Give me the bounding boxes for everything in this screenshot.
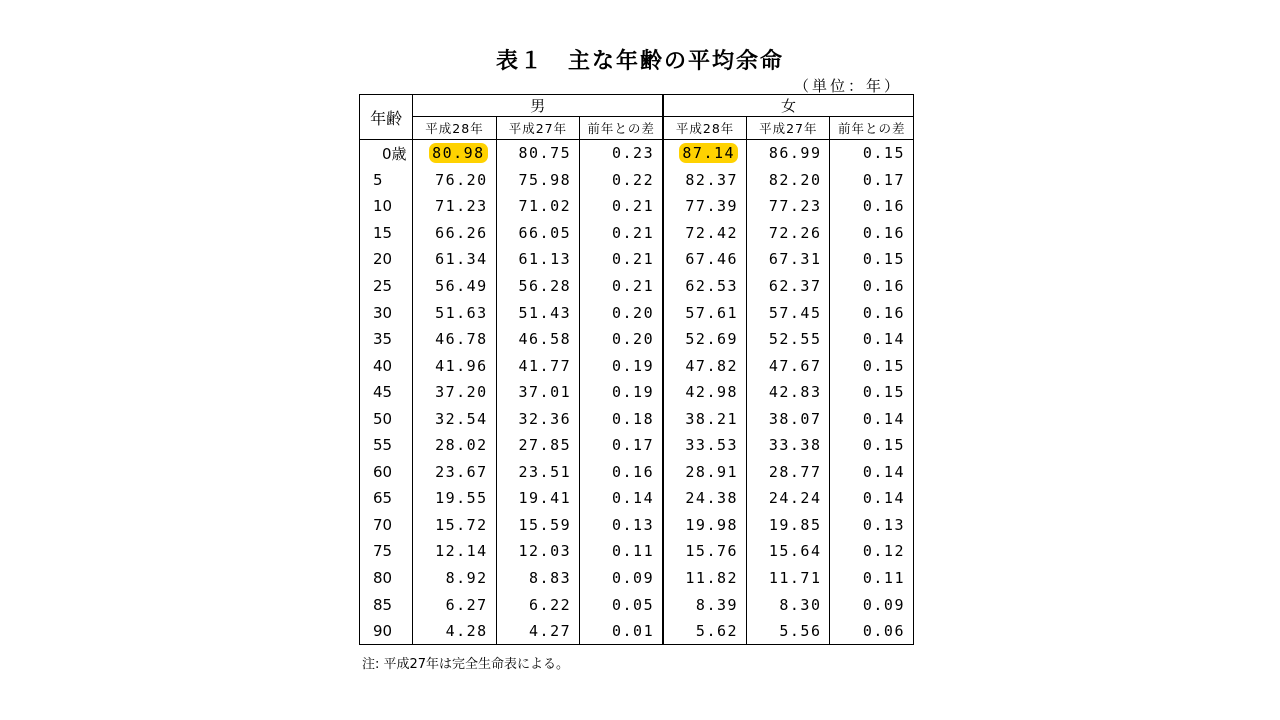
highlight-value: 80.98 <box>429 143 488 163</box>
value-cell-md: 0.01 <box>580 618 663 645</box>
value-cell-f28: 67.46 <box>663 246 746 273</box>
value-cell-md: 0.18 <box>580 405 663 432</box>
value-cell-fd: 0.13 <box>830 512 914 539</box>
value-cell-f28: 62.53 <box>663 273 746 300</box>
value-cell-m28: 6.27 <box>413 591 496 618</box>
value-cell-fd: 0.11 <box>830 565 914 592</box>
value-cell-f28: 42.98 <box>663 379 746 406</box>
table-row <box>360 459 914 486</box>
age-cell: 80 <box>360 565 413 592</box>
value-cell-m28: 71.23 <box>413 193 496 220</box>
value-cell-md: 0.09 <box>580 565 663 592</box>
value-cell-f28: 15.76 <box>663 538 746 565</box>
value-cell-md: 0.23 <box>580 140 663 167</box>
value-cell-f28: 38.21 <box>663 405 746 432</box>
value-cell-m28 <box>413 140 496 167</box>
value-cell-m27: 23.51 <box>496 459 579 486</box>
value-cell-m28: 28.02 <box>413 432 496 459</box>
age-cell: 65 <box>360 485 413 512</box>
value-cell-md: 0.21 <box>580 193 663 220</box>
value-cell-f27: 52.55 <box>747 326 830 353</box>
value-cell-m28: 41.96 <box>413 352 496 379</box>
value-cell-f27: 33.38 <box>747 432 830 459</box>
value-cell-f27: 57.45 <box>747 299 830 326</box>
value-cell-f27: 67.31 <box>747 246 830 273</box>
value-cell-m27: 37.01 <box>496 379 579 406</box>
table-row <box>360 193 914 220</box>
value-cell-fd: 0.14 <box>830 459 914 486</box>
value-cell-fd: 0.14 <box>830 326 914 353</box>
value-cell-f28: 8.39 <box>663 591 746 618</box>
value-cell-f28: 24.38 <box>663 485 746 512</box>
value-cell-f27: 5.56 <box>747 618 830 645</box>
header-male-h28: 平成28年 <box>413 117 496 140</box>
value-cell-fd: 0.15 <box>830 352 914 379</box>
table-row <box>360 379 914 406</box>
value-cell-m27: 71.02 <box>496 193 579 220</box>
value-cell-f27: 47.67 <box>747 352 830 379</box>
value-cell-fd: 0.15 <box>830 246 914 273</box>
value-cell-f28: 28.91 <box>663 459 746 486</box>
table-row <box>360 512 914 539</box>
age-cell: 75 <box>360 538 413 565</box>
age-cell: 5 <box>360 167 413 194</box>
value-cell-f27: 42.83 <box>747 379 830 406</box>
value-cell-f28: 19.98 <box>663 512 746 539</box>
value-cell-m28: 61.34 <box>413 246 496 273</box>
value-cell-f27: 77.23 <box>747 193 830 220</box>
footnote: 注: 平成27年は完全生命表による。 <box>362 657 570 672</box>
header-male-diff: 前年との差 <box>580 117 663 140</box>
value-cell-f28: 72.42 <box>663 220 746 247</box>
life-expectancy-table <box>359 94 914 645</box>
header-female-h27: 平成27年 <box>747 117 830 140</box>
value-cell-md: 0.19 <box>580 379 663 406</box>
value-cell-m28: 19.55 <box>413 485 496 512</box>
table-row <box>360 591 914 618</box>
value-cell-f28: 47.82 <box>663 352 746 379</box>
value-cell-m27: 66.05 <box>496 220 579 247</box>
age-cell: 35 <box>360 326 413 353</box>
value-cell-md: 0.14 <box>580 485 663 512</box>
table-row <box>360 220 914 247</box>
value-cell-m27: 4.27 <box>496 618 579 645</box>
age-cell: 85 <box>360 591 413 618</box>
table-row <box>360 432 914 459</box>
table-row <box>360 538 914 565</box>
value-cell-f27: 11.71 <box>747 565 830 592</box>
value-cell-m27: 61.13 <box>496 246 579 273</box>
age-cell: 45 <box>360 379 413 406</box>
value-cell-m27: 19.41 <box>496 485 579 512</box>
table-row <box>360 352 914 379</box>
value-cell-fd: 0.15 <box>830 432 914 459</box>
value-cell-fd: 0.16 <box>830 193 914 220</box>
value-cell-m27: 80.75 <box>496 140 579 167</box>
value-cell-f28: 33.53 <box>663 432 746 459</box>
value-cell-m27: 27.85 <box>496 432 579 459</box>
value-cell-fd: 0.16 <box>830 220 914 247</box>
value-cell-m28: 4.28 <box>413 618 496 645</box>
value-cell-f27: 15.64 <box>747 538 830 565</box>
value-cell-fd: 0.06 <box>830 618 914 645</box>
value-cell-m27: 8.83 <box>496 565 579 592</box>
value-cell-md: 0.13 <box>580 512 663 539</box>
age-cell: 30 <box>360 299 413 326</box>
value-cell-m27: 51.43 <box>496 299 579 326</box>
value-cell-md: 0.16 <box>580 459 663 486</box>
value-cell-fd: 0.15 <box>830 140 914 167</box>
value-cell-m28: 51.63 <box>413 299 496 326</box>
value-cell-f28 <box>663 140 746 167</box>
value-cell-f28: 57.61 <box>663 299 746 326</box>
value-cell-md: 0.20 <box>580 326 663 353</box>
value-cell-md: 0.05 <box>580 591 663 618</box>
value-cell-f28: 82.37 <box>663 167 746 194</box>
value-cell-m28: 15.72 <box>413 512 496 539</box>
value-cell-fd: 0.16 <box>830 299 914 326</box>
age-cell: 10 <box>360 193 413 220</box>
table-row <box>360 273 914 300</box>
value-cell-md: 0.20 <box>580 299 663 326</box>
value-cell-md: 0.21 <box>580 220 663 247</box>
value-cell-m28: 46.78 <box>413 326 496 353</box>
value-cell-md: 0.11 <box>580 538 663 565</box>
age-cell: 15 <box>360 220 413 247</box>
table-row <box>360 326 914 353</box>
age-cell: 55 <box>360 432 413 459</box>
value-cell-m28: 66.26 <box>413 220 496 247</box>
table-body <box>360 140 914 645</box>
value-cell-fd: 0.17 <box>830 167 914 194</box>
value-cell-fd: 0.14 <box>830 405 914 432</box>
age-cell: 20 <box>360 246 413 273</box>
value-cell-md: 0.17 <box>580 432 663 459</box>
value-cell-m28: 32.54 <box>413 405 496 432</box>
table-row <box>360 618 914 645</box>
value-cell-m28: 76.20 <box>413 167 496 194</box>
age-cell: 50 <box>360 405 413 432</box>
value-cell-md: 0.21 <box>580 246 663 273</box>
value-cell-f28: 52.69 <box>663 326 746 353</box>
page-title: 表１ 主な年齢の平均余命 <box>495 49 784 74</box>
header-female: 女 <box>663 95 913 117</box>
value-cell-f27: 28.77 <box>747 459 830 486</box>
header-age: 年齢 <box>360 95 413 140</box>
value-cell-fd: 0.15 <box>830 379 914 406</box>
header-female-diff: 前年との差 <box>830 117 914 140</box>
value-cell-m28: 12.14 <box>413 538 496 565</box>
unit-label: （単位：年） <box>793 77 902 95</box>
value-cell-m28: 23.67 <box>413 459 496 486</box>
value-cell-m27: 46.58 <box>496 326 579 353</box>
header-male: 男 <box>413 95 663 117</box>
value-cell-fd: 0.12 <box>830 538 914 565</box>
age-cell: 70 <box>360 512 413 539</box>
value-cell-f28: 77.39 <box>663 193 746 220</box>
value-cell-f28: 5.62 <box>663 618 746 645</box>
age-cell: 25 <box>360 273 413 300</box>
value-cell-m27: 12.03 <box>496 538 579 565</box>
value-cell-md: 0.21 <box>580 273 663 300</box>
header-female-h28: 平成28年 <box>663 117 746 140</box>
value-cell-f27: 62.37 <box>747 273 830 300</box>
table-row <box>360 167 914 194</box>
value-cell-m27: 75.98 <box>496 167 579 194</box>
age-cell: 60 <box>360 459 413 486</box>
value-cell-fd: 0.16 <box>830 273 914 300</box>
table-row <box>360 565 914 592</box>
value-cell-f27: 82.20 <box>747 167 830 194</box>
value-cell-f27: 24.24 <box>747 485 830 512</box>
value-cell-m28: 56.49 <box>413 273 496 300</box>
value-cell-m27: 15.59 <box>496 512 579 539</box>
table-row <box>360 299 914 326</box>
value-cell-f27: 72.26 <box>747 220 830 247</box>
age-cell: 0歳 <box>360 140 413 167</box>
table-row <box>360 485 914 512</box>
table-row <box>360 246 914 273</box>
value-cell-m28: 8.92 <box>413 565 496 592</box>
value-cell-md: 0.22 <box>580 167 663 194</box>
highlight-value: 87.14 <box>679 143 738 163</box>
value-cell-fd: 0.09 <box>830 591 914 618</box>
value-cell-md: 0.19 <box>580 352 663 379</box>
value-cell-m28: 37.20 <box>413 379 496 406</box>
age-cell: 40 <box>360 352 413 379</box>
value-cell-m27: 6.22 <box>496 591 579 618</box>
value-cell-f27: 86.99 <box>747 140 830 167</box>
value-cell-f28: 11.82 <box>663 565 746 592</box>
value-cell-f27: 8.30 <box>747 591 830 618</box>
value-cell-f27: 38.07 <box>747 405 830 432</box>
table-row <box>360 405 914 432</box>
value-cell-m27: 56.28 <box>496 273 579 300</box>
value-cell-m27: 32.36 <box>496 405 579 432</box>
age-cell: 90 <box>360 618 413 645</box>
table-row <box>360 140 914 167</box>
value-cell-m27: 41.77 <box>496 352 579 379</box>
value-cell-f27: 19.85 <box>747 512 830 539</box>
value-cell-fd: 0.14 <box>830 485 914 512</box>
header-male-h27: 平成27年 <box>496 117 579 140</box>
